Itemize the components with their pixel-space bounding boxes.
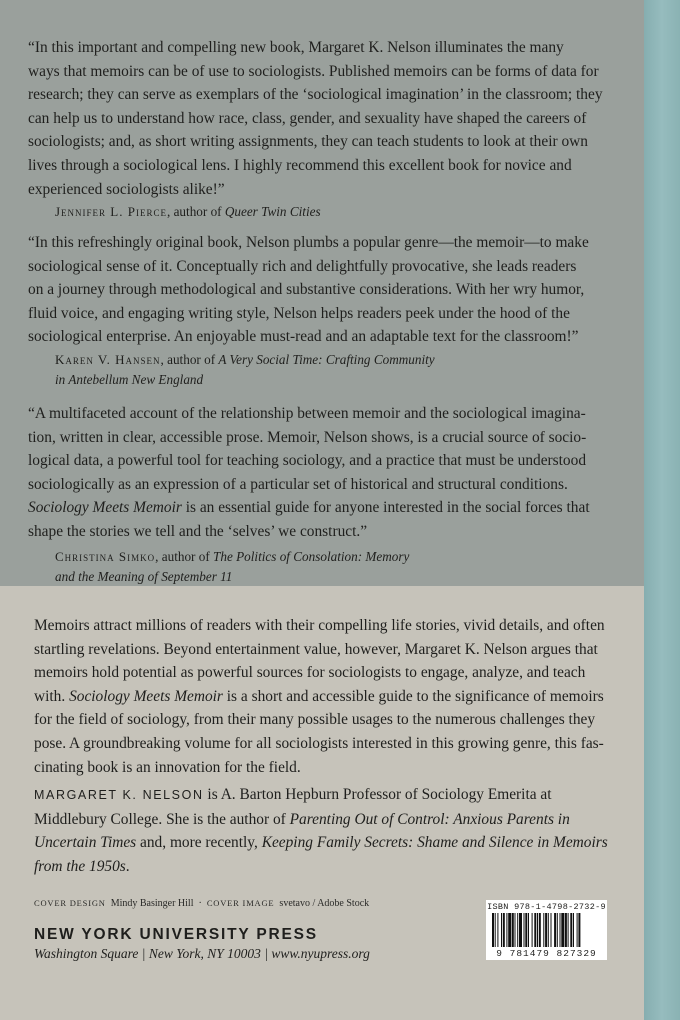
quote-line: sociological sense of it. Conceptually rich and delightfully provocative, she leads readers bbox=[28, 257, 577, 275]
bio-book-title: from the 1950s bbox=[34, 857, 126, 875]
quote-line: can help us to understand how race, class, gender, and sexuality have shaped the careers of bbox=[28, 109, 587, 127]
author-of-text: , author of bbox=[155, 549, 214, 564]
publisher-address: Washington Square | New York, NY 10003 | www.nyupress.org bbox=[34, 946, 370, 961]
author-of-text: , author of bbox=[160, 352, 219, 367]
barcode-bar bbox=[492, 913, 494, 947]
book-description bbox=[34, 614, 614, 779]
barcode-bar bbox=[573, 913, 574, 947]
bio-text: and, more recently, bbox=[136, 834, 262, 852]
quote-line: sociologists; and, as short writing assignments, they can teach students to look at their own bbox=[28, 133, 588, 151]
isbn-barcode bbox=[486, 900, 607, 960]
barcode-bar bbox=[525, 913, 527, 947]
cover-credits bbox=[34, 898, 369, 909]
bio-text: Middlebury College. She is the author of bbox=[34, 810, 290, 828]
barcode-bar bbox=[578, 913, 580, 947]
quote-line: ways that memoirs can be of use to sociologists. Published memoirs can be forms of data for bbox=[28, 62, 599, 80]
quote-line: research; they can serve as exemplars of the ‘sociological imagination’ in the classroom; they bbox=[28, 86, 603, 104]
barcode-bar bbox=[524, 913, 525, 947]
author-of-text: , author of bbox=[166, 204, 225, 219]
endorser-book-cont: in Antebellum New England bbox=[55, 372, 204, 387]
quote-line: fluid voice, and engaging writing style, Nelson helps readers peek under the hood of the bbox=[28, 304, 570, 322]
quote-line: “A multifaceted account of the relationship between memoir and the sociological imagina- bbox=[28, 405, 586, 422]
quote-line-rest: is an essential guide for anyone interested in the social forces that bbox=[181, 499, 590, 517]
barcode-bar bbox=[548, 913, 549, 947]
barcode-bar bbox=[545, 913, 547, 947]
endorser-book: Queer Twin Cities bbox=[224, 204, 321, 219]
barcode-bar bbox=[561, 913, 564, 947]
barcode-bar bbox=[512, 913, 514, 947]
endorser-name: Christina Simko bbox=[55, 549, 156, 564]
quote-title-inline: Sociology Meets Memoir bbox=[28, 499, 182, 517]
quote-line: “In this important and compelling new book, Margaret K. Nelson illuminates the many bbox=[28, 39, 564, 56]
endorser-name: Jennifer L. Pierce bbox=[55, 204, 167, 219]
quote-line: “In this refreshingly original book, Nelson plumbs a popular genre—the memoir—to make bbox=[28, 234, 589, 251]
description-line: cinating book is an innovation for the field. bbox=[34, 758, 301, 776]
barcode-bar bbox=[532, 913, 533, 947]
endorsement-quote-3 bbox=[28, 402, 612, 544]
barcode-bar bbox=[537, 913, 538, 947]
isbn-text: ISBN 978-1-4798-2732-9 bbox=[487, 902, 606, 912]
barcode-bar bbox=[517, 913, 518, 947]
quote-line: experienced sociologists alike!” bbox=[28, 180, 225, 198]
author-bio bbox=[34, 783, 614, 878]
cover-image-name: svetavo / Adobe Stock bbox=[279, 898, 370, 909]
quote-line: sociological enterprise. An enjoyable must-read and an adaptable text for the classroom!” bbox=[28, 328, 579, 346]
barcode-number: 9 781479 827329 bbox=[496, 948, 597, 959]
book-title-inline: Sociology Meets Memoir bbox=[69, 687, 223, 705]
bio-book-title: Parenting Out of Control: Anxious Parents in bbox=[289, 810, 570, 828]
barcode-bar bbox=[503, 913, 505, 947]
quote-line: on a journey through methodological and substantive considerations. With her wry humor, bbox=[28, 281, 585, 299]
endorsement-quote-2 bbox=[28, 231, 612, 349]
bio-book-title: Keeping Family Secrets: Shame and Silence in Memoirs bbox=[261, 834, 608, 852]
endorser-book: The Politics of Consolation: Memory bbox=[213, 549, 410, 564]
description-text: with. bbox=[34, 687, 70, 705]
barcode-bar bbox=[551, 913, 552, 947]
endorser-book-cont: and the Meaning of September 11 bbox=[55, 569, 233, 584]
endorsement-attribution-2 bbox=[55, 350, 615, 390]
cover-design-label: COVER DESIGN bbox=[34, 898, 106, 908]
barcode-bar bbox=[577, 913, 578, 947]
barcode-bar bbox=[570, 913, 572, 947]
barcode-bars bbox=[492, 913, 601, 947]
barcode-bar bbox=[515, 913, 516, 947]
barcode-bar bbox=[508, 913, 511, 947]
quote-line: tion, written in clear, accessible prose. Memoir, Nelson shows, is a crucial source of socio- bbox=[28, 428, 587, 446]
bio-text: is A. Barton Hepburn Professor of Sociology Emerita at bbox=[203, 786, 552, 803]
quote-line: shape the stories we tell and the ‘selves’ we construct.” bbox=[28, 522, 368, 540]
barcode-bar bbox=[539, 913, 541, 947]
description-line: memoirs hold potential as powerful sources for sociologists to engage, analyze, and teach bbox=[34, 664, 586, 682]
description-line: for the field of sociology, from their many possible usages to the numerous challenges they bbox=[34, 711, 596, 729]
barcode-bar bbox=[543, 913, 544, 947]
spine-edge bbox=[644, 0, 680, 1020]
endorsement-quote-1 bbox=[28, 36, 612, 201]
description-line: startling revelations. Beyond entertainment value, however, Margaret K. Nelson argues that bbox=[34, 640, 598, 658]
credits-separator: · bbox=[198, 898, 202, 909]
publisher-name: NEW YORK UNIVERSITY PRESS bbox=[34, 926, 318, 943]
barcode-bar bbox=[519, 913, 522, 947]
description-text: is a short and accessible guide to the significance of memoirs bbox=[222, 687, 604, 705]
barcode-bar bbox=[506, 913, 507, 947]
quote-line: sociologically as an expression of a particular set of historical and structural conditions. bbox=[28, 475, 568, 493]
endorser-book: A Very Social Time: Crafting Community bbox=[218, 352, 435, 367]
endorser-name: Karen V. Hansen bbox=[55, 352, 161, 367]
description-line bbox=[34, 685, 614, 709]
author-name: MARGARET K. NELSON bbox=[34, 788, 204, 802]
bio-book-title: Uncertain Times bbox=[34, 834, 137, 852]
barcode-bar bbox=[568, 913, 569, 947]
endorsement-attribution-3 bbox=[55, 547, 615, 587]
barcode-bar bbox=[534, 913, 536, 947]
description-line: Memoirs attract millions of readers with their compelling life stories, vivid details, and often bbox=[34, 617, 605, 634]
cover-image-label: COVER IMAGE bbox=[206, 898, 275, 908]
endorsement-attribution-1 bbox=[55, 202, 615, 222]
barcode-bar bbox=[560, 913, 561, 947]
quote-line: logical data, a powerful tool for teaching sociology, and a practice that must be understood bbox=[28, 452, 587, 470]
barcode-bar bbox=[554, 913, 556, 947]
description-line: pose. A groundbreaking volume for all sociologists interested in this growing genre, this fas- bbox=[34, 734, 604, 752]
barcode-bar bbox=[497, 913, 498, 947]
barcode-bar bbox=[565, 913, 567, 947]
quote-line bbox=[28, 496, 612, 520]
barcode-bar bbox=[501, 913, 502, 947]
cover-design-name: Mindy Basinger Hill bbox=[110, 898, 194, 909]
quote-line: lives through a sociological lens. I highly recommend this excellent book for novice and bbox=[28, 156, 572, 174]
barcode-bar bbox=[495, 913, 496, 947]
barcode-bar bbox=[528, 913, 529, 947]
bio-text: . bbox=[125, 857, 130, 875]
barcode-bar bbox=[557, 913, 558, 947]
